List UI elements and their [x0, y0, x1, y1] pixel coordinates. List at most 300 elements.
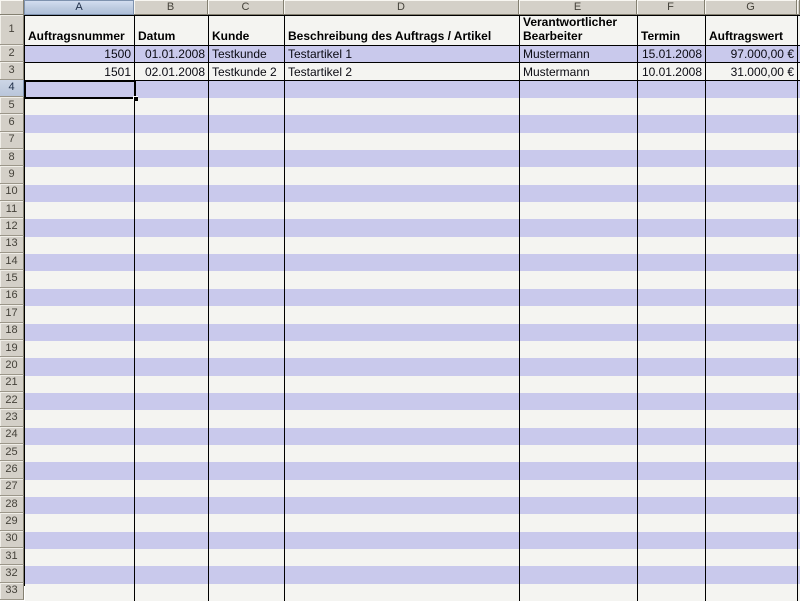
table-row-20	[25, 358, 800, 375]
cell-G10[interactable]	[706, 185, 798, 202]
cell-F10[interactable]	[638, 185, 706, 202]
row-header-31[interactable]: 31	[0, 548, 24, 565]
cell-G32[interactable]	[706, 566, 798, 583]
cell-A17[interactable]	[25, 306, 135, 323]
cell-A28[interactable]	[25, 497, 135, 514]
cell-overflow-strip	[798, 133, 804, 150]
cell-G14[interactable]	[706, 254, 798, 271]
cell-B17[interactable]	[135, 306, 209, 323]
cell-G2[interactable]: 97.000,00 €	[706, 46, 798, 62]
cell-E1[interactable]: Verantwortlicher Bearbeiter	[520, 16, 638, 45]
table-row-11	[25, 202, 800, 219]
cell-G5[interactable]	[706, 98, 798, 115]
cell-E9[interactable]	[520, 167, 638, 184]
row-headers	[0, 15, 24, 597]
row-header-28[interactable]: 28	[0, 496, 24, 513]
cell-E8[interactable]	[520, 150, 638, 167]
cell-A21[interactable]	[25, 376, 135, 393]
cell-overflow-strip	[798, 237, 804, 254]
fill-handle[interactable]	[133, 96, 138, 101]
cell-A31[interactable]	[25, 549, 135, 566]
cell-C28[interactable]	[209, 497, 285, 514]
cell-E22[interactable]	[520, 393, 638, 410]
active-cell-cursor[interactable]	[24, 80, 136, 99]
cell-F33[interactable]	[638, 584, 706, 601]
row-header-15[interactable]: 15	[0, 270, 24, 287]
cell-G13[interactable]	[706, 237, 798, 254]
column-header-G[interactable]: G	[705, 0, 797, 15]
cell-G18[interactable]	[706, 324, 798, 341]
cell-E18[interactable]	[520, 324, 638, 341]
cell-B9[interactable]	[135, 167, 209, 184]
cell-D4[interactable]	[285, 81, 520, 98]
cell-F2[interactable]: 15.01.2008	[638, 46, 706, 62]
cell-E30[interactable]	[520, 532, 638, 549]
cell-F29[interactable]	[638, 514, 706, 531]
cell-B21[interactable]	[135, 376, 209, 393]
cell-B15[interactable]	[135, 271, 209, 288]
cell-C32[interactable]	[209, 566, 285, 583]
cell-E33[interactable]	[520, 584, 638, 601]
cell-B5[interactable]	[135, 98, 209, 115]
cell-E12[interactable]	[520, 219, 638, 236]
cell-E10[interactable]	[520, 185, 638, 202]
cell-G4[interactable]	[706, 81, 798, 98]
cell-C14[interactable]	[209, 254, 285, 271]
cell-D12[interactable]	[285, 219, 520, 236]
cell-E26[interactable]	[520, 462, 638, 479]
table-row-12	[25, 219, 800, 236]
cell-F6[interactable]	[638, 115, 706, 132]
cell-A32[interactable]	[25, 566, 135, 583]
cell-C16[interactable]	[209, 289, 285, 306]
cell-F25[interactable]	[638, 445, 706, 462]
cell-G26[interactable]	[706, 462, 798, 479]
cell-C29[interactable]	[209, 514, 285, 531]
cell-D7[interactable]	[285, 133, 520, 150]
cell-B25[interactable]	[135, 445, 209, 462]
cell-F30[interactable]	[638, 532, 706, 549]
row-header-12[interactable]: 12	[0, 218, 24, 235]
row-header-8[interactable]: 8	[0, 149, 24, 166]
cell-C22[interactable]	[209, 393, 285, 410]
row-header-3[interactable]: 3	[0, 62, 24, 79]
cell-B1[interactable]: Datum	[135, 16, 209, 45]
cell-A5[interactable]	[25, 98, 135, 115]
cell-G23[interactable]	[706, 410, 798, 427]
cell-E25[interactable]	[520, 445, 638, 462]
cell-G15[interactable]	[706, 271, 798, 288]
cell-A15[interactable]	[25, 271, 135, 288]
cell-G22[interactable]	[706, 393, 798, 410]
row-header-26[interactable]: 26	[0, 461, 24, 478]
row-header-11[interactable]: 11	[0, 201, 24, 218]
cell-D33[interactable]	[285, 584, 520, 601]
cell-D21[interactable]	[285, 376, 520, 393]
cell-F1[interactable]: Termin	[638, 16, 706, 45]
cell-E4[interactable]	[520, 81, 638, 98]
row-header-32[interactable]: 32	[0, 565, 24, 582]
cell-A2[interactable]: 1500	[25, 46, 135, 62]
cell-B10[interactable]	[135, 185, 209, 202]
cell-A11[interactable]	[25, 202, 135, 219]
cell-A14[interactable]	[25, 254, 135, 271]
cell-D14[interactable]	[285, 254, 520, 271]
cell-F28[interactable]	[638, 497, 706, 514]
cell-C23[interactable]	[209, 410, 285, 427]
cell-B14[interactable]	[135, 254, 209, 271]
cell-B20[interactable]	[135, 358, 209, 375]
cell-D10[interactable]	[285, 185, 520, 202]
row-header-21[interactable]: 21	[0, 375, 24, 392]
row-header-22[interactable]: 22	[0, 392, 24, 409]
cell-F3[interactable]: 10.01.2008	[638, 63, 706, 79]
cell-C13[interactable]	[209, 237, 285, 254]
cell-C5[interactable]	[209, 98, 285, 115]
cell-D32[interactable]	[285, 566, 520, 583]
cell-G9[interactable]	[706, 167, 798, 184]
cell-D29[interactable]	[285, 514, 520, 531]
cell-F16[interactable]	[638, 289, 706, 306]
cell-F32[interactable]	[638, 566, 706, 583]
select-all-corner[interactable]	[0, 0, 24, 15]
cell-C15[interactable]	[209, 271, 285, 288]
cell-F7[interactable]	[638, 133, 706, 150]
cell-E28[interactable]	[520, 497, 638, 514]
cell-G20[interactable]	[706, 358, 798, 375]
cell-G11[interactable]	[706, 202, 798, 219]
cell-D11[interactable]	[285, 202, 520, 219]
cell-G12[interactable]	[706, 219, 798, 236]
cell-E5[interactable]	[520, 98, 638, 115]
table-row-29	[25, 514, 800, 531]
cell-A8[interactable]	[25, 150, 135, 167]
cell-D5[interactable]	[285, 98, 520, 115]
cell-E11[interactable]	[520, 202, 638, 219]
cell-A16[interactable]	[25, 289, 135, 306]
cell-A7[interactable]	[25, 133, 135, 150]
cell-D30[interactable]	[285, 532, 520, 549]
cell-E23[interactable]	[520, 410, 638, 427]
cell-D13[interactable]	[285, 237, 520, 254]
cell-B11[interactable]	[135, 202, 209, 219]
cell-G8[interactable]	[706, 150, 798, 167]
cell-D25[interactable]	[285, 445, 520, 462]
column-header-F[interactable]: F	[637, 0, 705, 15]
column-header-A[interactable]: A	[24, 0, 134, 15]
cell-C4[interactable]	[209, 81, 285, 98]
cell-G31[interactable]	[706, 549, 798, 566]
row-header-18[interactable]: 18	[0, 323, 24, 340]
cell-C27[interactable]	[209, 480, 285, 497]
cell-C8[interactable]	[209, 150, 285, 167]
cell-D3[interactable]: Testartikel 2	[285, 63, 520, 79]
cell-E7[interactable]	[520, 133, 638, 150]
cell-D15[interactable]	[285, 271, 520, 288]
row-header-10[interactable]: 10	[0, 184, 24, 201]
cell-F22[interactable]	[638, 393, 706, 410]
column-header-E[interactable]: E	[519, 0, 637, 15]
cell-F19[interactable]	[638, 341, 706, 358]
table-header-row	[25, 16, 800, 46]
cell-D23[interactable]	[285, 410, 520, 427]
row-header-9[interactable]: 9	[0, 166, 24, 183]
cell-C6[interactable]	[209, 115, 285, 132]
cell-A18[interactable]	[25, 324, 135, 341]
table-row-2	[25, 46, 800, 63]
row-header-20[interactable]: 20	[0, 357, 24, 374]
table-row-5	[25, 98, 800, 115]
cell-E31[interactable]	[520, 549, 638, 566]
cell-C10[interactable]	[209, 185, 285, 202]
cell-E24[interactable]	[520, 428, 638, 445]
cell-B7[interactable]	[135, 133, 209, 150]
cell-B16[interactable]	[135, 289, 209, 306]
cell-G3[interactable]: 31.000,00 €	[706, 63, 798, 79]
cell-G16[interactable]	[706, 289, 798, 306]
cell-D26[interactable]	[285, 462, 520, 479]
cell-A29[interactable]	[25, 514, 135, 531]
cell-C18[interactable]	[209, 324, 285, 341]
cells-grid	[24, 15, 800, 586]
cell-B13[interactable]	[135, 237, 209, 254]
cell-C20[interactable]	[209, 358, 285, 375]
cell-F18[interactable]	[638, 324, 706, 341]
cell-F24[interactable]	[638, 428, 706, 445]
row-header-16[interactable]: 16	[0, 288, 24, 305]
cell-F5[interactable]	[638, 98, 706, 115]
cell-E29[interactable]	[520, 514, 638, 531]
column-header-filler	[797, 0, 800, 15]
table-row-6	[25, 115, 800, 132]
cell-D9[interactable]	[285, 167, 520, 184]
cell-C17[interactable]	[209, 306, 285, 323]
cell-B23[interactable]	[135, 410, 209, 427]
cell-G19[interactable]	[706, 341, 798, 358]
table-row-22	[25, 393, 800, 410]
cell-E16[interactable]	[520, 289, 638, 306]
row-header-13[interactable]: 13	[0, 236, 24, 253]
cell-C31[interactable]	[209, 549, 285, 566]
cell-B12[interactable]	[135, 219, 209, 236]
cell-B24[interactable]	[135, 428, 209, 445]
cell-G25[interactable]	[706, 445, 798, 462]
row-header-33[interactable]: 33	[0, 583, 24, 600]
column-header-D[interactable]: D	[284, 0, 519, 15]
cell-G6[interactable]	[706, 115, 798, 132]
cell-C11[interactable]	[209, 202, 285, 219]
cell-F4[interactable]	[638, 81, 706, 98]
cell-G21[interactable]	[706, 376, 798, 393]
cell-D16[interactable]	[285, 289, 520, 306]
row-header-19[interactable]: 19	[0, 340, 24, 357]
cell-A25[interactable]	[25, 445, 135, 462]
cell-D17[interactable]	[285, 306, 520, 323]
row-header-25[interactable]: 25	[0, 444, 24, 461]
cell-E21[interactable]	[520, 376, 638, 393]
row-header-24[interactable]: 24	[0, 427, 24, 444]
cell-D6[interactable]	[285, 115, 520, 132]
cell-E20[interactable]	[520, 358, 638, 375]
cell-B29[interactable]	[135, 514, 209, 531]
cell-A9[interactable]	[25, 167, 135, 184]
row-header-1[interactable]: 1	[0, 15, 24, 45]
cell-E3[interactable]: Mustermann	[520, 63, 638, 79]
cell-F26[interactable]	[638, 462, 706, 479]
cell-overflow-strip	[798, 63, 804, 79]
cell-B28[interactable]	[135, 497, 209, 514]
cell-B8[interactable]	[135, 150, 209, 167]
cell-C3[interactable]: Testkunde 2	[209, 63, 285, 79]
cell-F8[interactable]	[638, 150, 706, 167]
row-header-5[interactable]: 5	[0, 97, 24, 114]
cell-C33[interactable]	[209, 584, 285, 601]
cell-E14[interactable]	[520, 254, 638, 271]
table-row-13	[25, 237, 800, 254]
cell-F9[interactable]	[638, 167, 706, 184]
cell-overflow-strip	[798, 289, 804, 306]
cell-A27[interactable]	[25, 480, 135, 497]
cell-E13[interactable]	[520, 237, 638, 254]
column-header-B[interactable]: B	[134, 0, 208, 15]
row-header-27[interactable]: 27	[0, 479, 24, 496]
cell-F11[interactable]	[638, 202, 706, 219]
cell-C2[interactable]: Testkunde	[209, 46, 285, 62]
cell-A33[interactable]	[25, 584, 135, 601]
cell-F27[interactable]	[638, 480, 706, 497]
cell-D27[interactable]	[285, 480, 520, 497]
cell-B3[interactable]: 02.01.2008	[135, 63, 209, 79]
cell-B19[interactable]	[135, 341, 209, 358]
row-header-23[interactable]: 23	[0, 409, 24, 426]
cell-A24[interactable]	[25, 428, 135, 445]
cell-A19[interactable]	[25, 341, 135, 358]
cell-F13[interactable]	[638, 237, 706, 254]
cell-D8[interactable]	[285, 150, 520, 167]
cell-C24[interactable]	[209, 428, 285, 445]
cell-F21[interactable]	[638, 376, 706, 393]
cell-F20[interactable]	[638, 358, 706, 375]
cell-A12[interactable]	[25, 219, 135, 236]
cell-G24[interactable]	[706, 428, 798, 445]
cell-G28[interactable]	[706, 497, 798, 514]
cell-E32[interactable]	[520, 566, 638, 583]
row-header-14[interactable]: 14	[0, 253, 24, 270]
row-header-30[interactable]: 30	[0, 531, 24, 548]
cell-B6[interactable]	[135, 115, 209, 132]
cell-D22[interactable]	[285, 393, 520, 410]
cell-A3[interactable]: 1501	[25, 63, 135, 79]
cell-E6[interactable]	[520, 115, 638, 132]
cell-B4[interactable]	[135, 81, 209, 98]
cell-overflow-strip	[798, 202, 804, 219]
cell-A1[interactable]: Auftragsnummer	[25, 16, 135, 45]
cell-D28[interactable]	[285, 497, 520, 514]
cell-G33[interactable]	[706, 584, 798, 601]
cell-A22[interactable]	[25, 393, 135, 410]
cell-D20[interactable]	[285, 358, 520, 375]
cell-G17[interactable]	[706, 306, 798, 323]
cell-A30[interactable]	[25, 532, 135, 549]
cell-D18[interactable]	[285, 324, 520, 341]
row-header-4[interactable]: 4	[0, 80, 24, 97]
cell-G29[interactable]	[706, 514, 798, 531]
cell-C9[interactable]	[209, 167, 285, 184]
cell-B31[interactable]	[135, 549, 209, 566]
table-row-15	[25, 271, 800, 288]
cell-D2[interactable]: Testartikel 1	[285, 46, 520, 62]
cell-A13[interactable]	[25, 237, 135, 254]
cell-D31[interactable]	[285, 549, 520, 566]
cell-E2[interactable]: Mustermann	[520, 46, 638, 62]
cell-B32[interactable]	[135, 566, 209, 583]
cell-A6[interactable]	[25, 115, 135, 132]
table-row-31	[25, 549, 800, 566]
cell-overflow-strip	[798, 324, 804, 341]
table-row-19	[25, 341, 800, 358]
cell-C1[interactable]: Kunde	[209, 16, 285, 45]
cell-overflow-strip	[798, 549, 804, 566]
cell-E17[interactable]	[520, 306, 638, 323]
cell-B22[interactable]	[135, 393, 209, 410]
cell-D24[interactable]	[285, 428, 520, 445]
row-header-17[interactable]: 17	[0, 305, 24, 322]
cell-B27[interactable]	[135, 480, 209, 497]
cell-F15[interactable]	[638, 271, 706, 288]
cell-overflow-strip	[798, 98, 804, 115]
cell-C7[interactable]	[209, 133, 285, 150]
cell-G1[interactable]: Auftragswert	[706, 16, 798, 45]
cell-A23[interactable]	[25, 410, 135, 427]
cell-B33[interactable]	[135, 584, 209, 601]
cell-F14[interactable]	[638, 254, 706, 271]
column-header-C[interactable]: C	[208, 0, 284, 15]
table-row-16	[25, 289, 800, 306]
cell-C21[interactable]	[209, 376, 285, 393]
cell-E27[interactable]	[520, 480, 638, 497]
table-row-30	[25, 532, 800, 549]
cell-B2[interactable]: 01.01.2008	[135, 46, 209, 62]
cell-A26[interactable]	[25, 462, 135, 479]
cell-E19[interactable]	[520, 341, 638, 358]
cell-C30[interactable]	[209, 532, 285, 549]
cell-G7[interactable]	[706, 133, 798, 150]
cell-B26[interactable]	[135, 462, 209, 479]
cell-B18[interactable]	[135, 324, 209, 341]
cell-C12[interactable]	[209, 219, 285, 236]
cell-C19[interactable]	[209, 341, 285, 358]
cell-F23[interactable]	[638, 410, 706, 427]
cell-G27[interactable]	[706, 480, 798, 497]
cell-D19[interactable]	[285, 341, 520, 358]
cell-C26[interactable]	[209, 462, 285, 479]
cell-F31[interactable]	[638, 549, 706, 566]
cell-D1[interactable]: Beschreibung des Auftrags / Artikel	[285, 16, 520, 45]
cell-A20[interactable]	[25, 358, 135, 375]
cell-F17[interactable]	[638, 306, 706, 323]
cell-A10[interactable]	[25, 185, 135, 202]
table-row-4	[25, 81, 800, 98]
cell-F12[interactable]	[638, 219, 706, 236]
cell-C25[interactable]	[209, 445, 285, 462]
cell-G30[interactable]	[706, 532, 798, 549]
row-header-2[interactable]: 2	[0, 45, 24, 62]
row-header-29[interactable]: 29	[0, 513, 24, 530]
row-header-7[interactable]: 7	[0, 132, 24, 149]
row-header-6[interactable]: 6	[0, 114, 24, 131]
cell-B30[interactable]	[135, 532, 209, 549]
cell-E15[interactable]	[520, 271, 638, 288]
